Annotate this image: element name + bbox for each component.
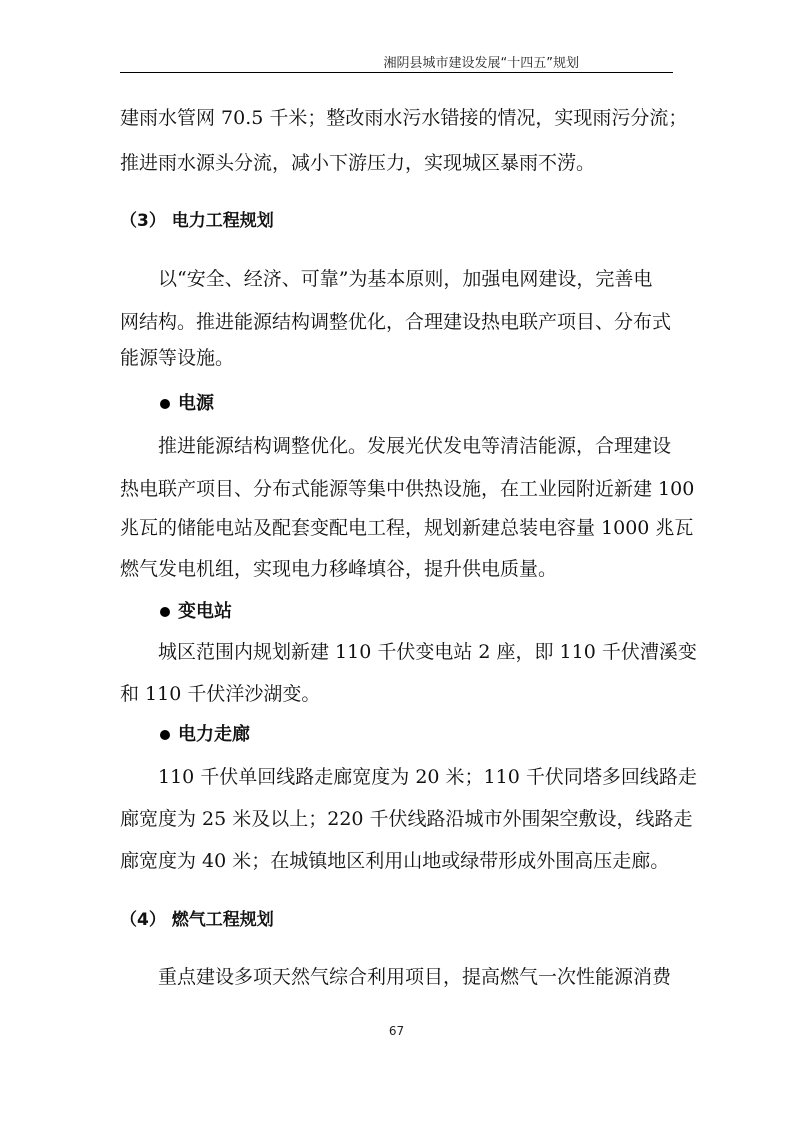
paragraph-line: 城区范围内规划新建 110 千伏变电站 2 座，即 110 千伏漕溪变 xyxy=(158,641,697,663)
paragraph-line: 廊宽度为 25 米及以上；220 千伏线路沿城市外围架空敷设，线路走 xyxy=(120,808,693,830)
paragraph-line: 廊宽度为 40 米；在城镇地区利用山地或绿带形成外围高压走廊。 xyxy=(120,850,670,872)
bullet-label: 电力走廊 xyxy=(178,724,250,745)
paragraph-line: 110 千伏单回线路走廊宽度为 20 米；110 千伏同塔多回线路走 xyxy=(158,766,697,788)
bullet-icon xyxy=(160,399,170,409)
bullet-icon xyxy=(160,607,170,617)
paragraph-line: 推进雨水源头分流，减小下游压力，实现城区暴雨不涝。 xyxy=(120,152,596,174)
paragraph-line: 重点建设多项天然气综合利用项目，提高燃气一次性能源消费 xyxy=(158,966,672,988)
section-heading-gas: （4） 燃气工程规划 xyxy=(120,910,274,930)
header-title: 湘阴县城市建设发展“十四五”规划 xyxy=(383,56,579,71)
bullet-heading-substation xyxy=(160,600,232,624)
paragraph-line: 燃气发电机组，实现电力移峰填谷，提升供电质量。 xyxy=(120,558,558,580)
paragraph-line: 和 110 千伏洋沙湖变。 xyxy=(120,683,321,705)
bullet-icon xyxy=(160,730,170,740)
paragraph-line: 建雨水管网 70.5 千米；整改雨水污水错接的情况，实现雨污分流； xyxy=(120,107,688,129)
paragraph-line: 以“安全、经济、可靠”为基本原则，加强电网建设，完善电 xyxy=(158,268,653,290)
paragraph-line: 能源等设施。 xyxy=(120,347,235,369)
paragraph-line: 兆瓦的储能电站及配套变配电工程，规划新建总装电容量 1000 兆瓦 xyxy=(120,517,694,539)
bullet-heading-power-corridor xyxy=(160,723,250,747)
bullet-label: 变电站 xyxy=(178,601,232,622)
bullet-label: 电源 xyxy=(178,393,214,414)
bullet-heading-power-source xyxy=(160,392,214,416)
paragraph-line: 推进能源结构调整优化。发展光伏发电等清洁能源，合理建设 xyxy=(158,435,672,457)
section-heading-power: （3） 电力工程规划 xyxy=(120,211,274,231)
paragraph-line: 网结构。推进能源结构调整优化，合理建设热电联产项目、分布式 xyxy=(120,311,672,333)
running-header xyxy=(120,52,673,71)
header-divider xyxy=(120,72,673,73)
paragraph-line: 热电联产项目、分布式能源等集中供热设施，在工业园附近新建 100 xyxy=(120,478,695,500)
page-number: 67 xyxy=(388,1024,405,1038)
